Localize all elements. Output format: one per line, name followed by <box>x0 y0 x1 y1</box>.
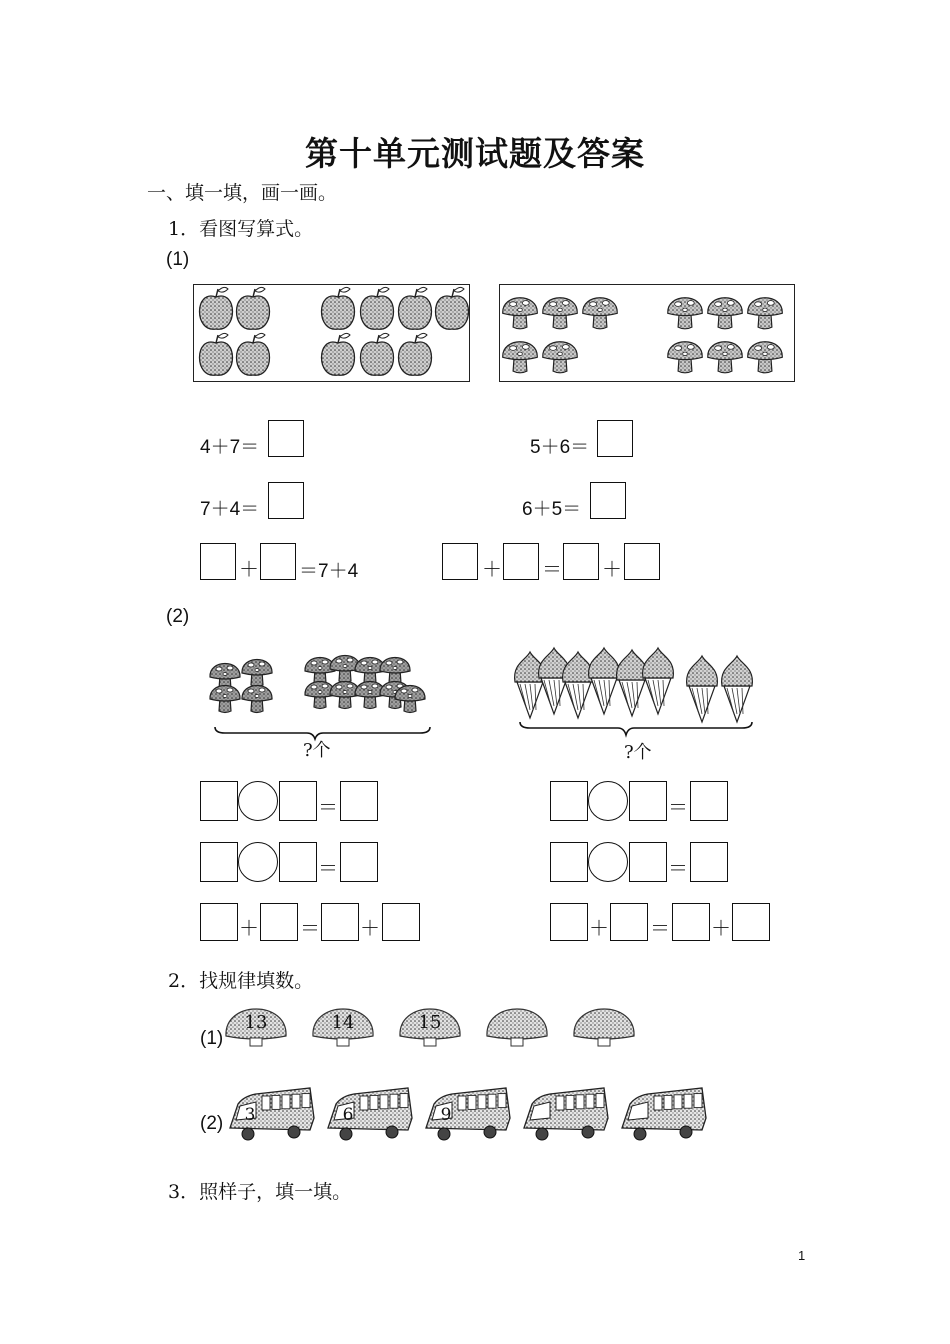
plus-sign: ＋ <box>482 557 502 581</box>
page-number: 1 <box>798 1248 806 1263</box>
apple-icon <box>436 287 469 329</box>
section-heading: 一、填一填，画一画。 <box>147 182 338 204</box>
q2-part-2-label: (2) <box>200 1113 224 1134</box>
mushroom-number: 14 <box>331 1012 355 1033</box>
answer-box[interactable] <box>672 903 710 941</box>
mushroom-number: 13 <box>244 1012 268 1033</box>
bus-number-card <box>230 1088 314 1140</box>
equation-6-plus-5: 6＋5＝ <box>522 499 582 520</box>
bus-number: 9 <box>440 1105 452 1125</box>
answer-box[interactable] <box>200 903 238 941</box>
equals-sign: ＝ <box>668 856 688 880</box>
plus-sign: ＋ <box>589 916 609 940</box>
mushroom-number-card <box>400 1009 460 1046</box>
bus-number-card <box>328 1088 412 1140</box>
mushroom-number-card <box>574 1009 634 1046</box>
mushrooms-illustration <box>500 285 796 383</box>
ice-cream-icon <box>643 648 674 714</box>
answer-box[interactable] <box>200 781 238 821</box>
mushroom-icon <box>748 342 783 373</box>
answer-box[interactable] <box>268 482 304 519</box>
bus-number: 3 <box>244 1105 256 1125</box>
bus-number-card <box>524 1088 608 1140</box>
question-2-label: 2．找规律填数。 <box>168 970 314 992</box>
equals-sign: ＝ <box>668 795 688 819</box>
ice-cream-icon <box>563 652 594 718</box>
answer-box[interactable] <box>690 781 728 821</box>
answer-box[interactable] <box>690 842 728 882</box>
apple-icon <box>361 333 394 375</box>
mushroom-number-sequence <box>222 996 642 1052</box>
mushroom-number-card <box>226 1009 286 1046</box>
answer-box[interactable] <box>550 781 588 821</box>
part-2-label: (2) <box>166 606 190 627</box>
mushroom-icon <box>708 342 743 373</box>
bus-number-sequence <box>226 1086 716 1146</box>
operator-circle[interactable] <box>238 842 278 882</box>
answer-box[interactable] <box>268 420 304 457</box>
apple-icon <box>237 333 270 375</box>
ice-cream-icon <box>515 652 546 718</box>
equals-sign: ＝ <box>318 856 338 880</box>
answer-box[interactable] <box>563 543 599 580</box>
ice-cream-icon <box>617 650 648 716</box>
answer-box[interactable] <box>624 543 660 580</box>
apples-illustration <box>194 285 471 383</box>
mushroom-icon <box>583 298 618 329</box>
mushroom-icon <box>668 342 703 373</box>
answer-box[interactable] <box>340 781 378 821</box>
mushroom-icon <box>242 660 272 687</box>
answer-box[interactable] <box>260 543 296 580</box>
equals-sign: ＝ <box>542 557 562 581</box>
equals-sign: ＝ <box>650 916 670 940</box>
bus-number-card <box>622 1088 706 1140</box>
apple-icon <box>200 333 233 375</box>
apple-icon <box>361 287 394 329</box>
ice-cream-icon <box>687 656 718 722</box>
operator-circle[interactable] <box>238 781 278 821</box>
mushroom-icon <box>305 658 335 685</box>
answer-box[interactable] <box>732 903 770 941</box>
answer-box[interactable] <box>590 482 626 519</box>
answer-box[interactable] <box>610 903 648 941</box>
q2-part-1-label: (1) <box>200 1028 224 1049</box>
answer-box[interactable] <box>382 903 420 941</box>
answer-box[interactable] <box>200 543 236 580</box>
operator-circle[interactable] <box>588 842 628 882</box>
mushroom-number: 15 <box>418 1012 442 1033</box>
mushrooms-picture <box>499 284 795 382</box>
mushroom-icon <box>543 342 578 373</box>
apple-icon <box>399 287 432 329</box>
equation-5-plus-6: 5＋6＝ <box>530 437 590 458</box>
answer-box[interactable] <box>279 781 317 821</box>
answer-box[interactable] <box>279 842 317 882</box>
apples-picture <box>193 284 470 382</box>
mushroom-icon <box>543 298 578 329</box>
question-3-label: 3．照样子，填一填。 <box>168 1181 352 1203</box>
question-1-label: 1．看图写算式。 <box>168 218 314 240</box>
equation-equals-7-plus-4: ＝7＋4 <box>299 561 359 582</box>
answer-box[interactable] <box>597 420 633 457</box>
answer-box[interactable] <box>340 842 378 882</box>
plus-sign: ＋ <box>602 557 622 581</box>
plus-sign: ＋ <box>711 916 731 940</box>
equals-sign: ＝ <box>300 916 320 940</box>
brace-label-right: ?个 <box>624 742 652 763</box>
mushroom-icon <box>503 298 538 329</box>
answer-box[interactable] <box>260 903 298 941</box>
mushroom-icon <box>503 342 538 373</box>
apple-icon <box>322 333 355 375</box>
brace-icon <box>520 722 752 735</box>
mushroom-icon <box>668 298 703 329</box>
brace-label-left: ?个 <box>303 740 331 761</box>
bus-number: 6 <box>342 1105 354 1125</box>
apple-icon <box>399 333 432 375</box>
equation-4-plus-7: 4＋7＝ <box>200 437 260 458</box>
operator-circle[interactable] <box>588 781 628 821</box>
answer-box[interactable] <box>321 903 359 941</box>
apple-icon <box>237 287 270 329</box>
mushroom-icon <box>395 686 425 713</box>
answer-box[interactable] <box>503 543 539 580</box>
plus-sign: ＋ <box>239 916 259 940</box>
equals-sign: ＝ <box>318 795 338 819</box>
ice-cream-icon <box>722 656 753 722</box>
mushroom-icon <box>242 686 272 713</box>
answer-box[interactable] <box>200 842 238 882</box>
equation-7-plus-4: 7＋4＝ <box>200 499 260 520</box>
mushroom-icon <box>748 298 783 329</box>
ice-cream-icon <box>589 648 620 714</box>
mushroom-icon <box>210 686 240 713</box>
answer-box[interactable] <box>629 781 667 821</box>
apple-icon <box>322 287 355 329</box>
mushroom-icon <box>708 298 743 329</box>
mushroom-number-card <box>313 1009 373 1046</box>
bus-number-card <box>426 1088 510 1140</box>
plus-sign: ＋ <box>360 916 380 940</box>
answer-box[interactable] <box>550 842 588 882</box>
answer-box[interactable] <box>550 903 588 941</box>
answer-box[interactable] <box>629 842 667 882</box>
plus-sign: ＋ <box>239 557 259 581</box>
page-title: 第十单元测试题及答案 <box>305 134 645 173</box>
apple-icon <box>200 287 233 329</box>
mushroom-number-card <box>487 1009 547 1046</box>
mushroom-icon <box>380 658 410 685</box>
part-1-label: (1) <box>166 249 190 270</box>
answer-box[interactable] <box>442 543 478 580</box>
